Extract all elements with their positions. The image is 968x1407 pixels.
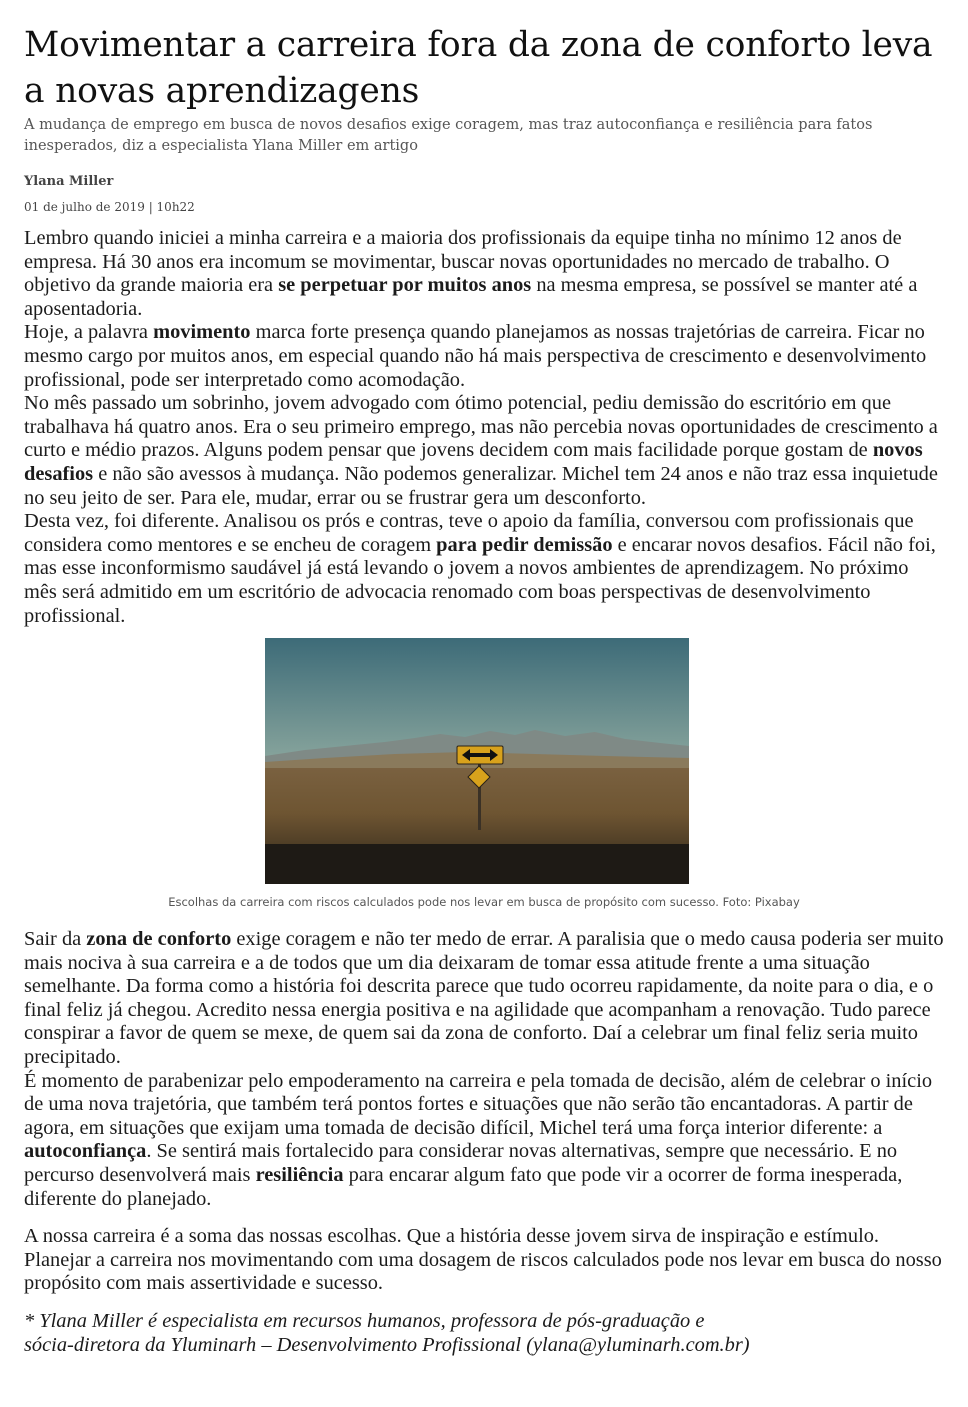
article-subtitle: A mudança de emprego em busca de novos desafios exige coragem, mas traz autoconfiança e resiliência para fatos inesperados, diz a especialista Ylana Miller em artigo — [24, 117, 873, 154]
paragraph-5-text-c: exige coragem e não ter medo de errar. A paralisia que o medo causa poderia ser muito mais nociva à sua carreira e a de todos que um dia deixaram de tomar essa atitude frente a uma situação semelhante. Da forma como a história foi descrita parece que tudo ocorreu rapidamente, da noite para o dia, e o final feliz já chegou. Acredito nessa energia positiva e na agilidade que acompanham a renovação. Tudo parece conspirar a favor de quem se mexe, de quem sai da zona de conforto. Daí a celebrar um final feliz seria muito precipitado. — [24, 928, 944, 1069]
paragraph-5 — [24, 928, 944, 1070]
paragraph-2 — [24, 321, 944, 392]
paragraph-4 — [24, 510, 944, 628]
paragraph-3-text-a: No mês passado um sobrinho, jovem advogado com ótimo potencial, pediu demissão do escritório em que trabalhava há quatro anos. Era o seu primeiro emprego, mas não percebia novas oportunidades de crescimento a curto e médio prazos. Alguns podem pensar que jovens decidem com mais facilidade porque gostam de — [24, 392, 938, 462]
paragraph-1-text-c: na mesma empresa, se possível se manter até a aposentadoria. — [24, 274, 918, 320]
paragraph-2-highlight: movimento — [153, 321, 251, 344]
article-body-part-2 — [24, 928, 944, 1211]
paragraph-6-text-e: para encarar algum fato que pode vir a ocorrer de forma inesperada, diferente do planejado. — [24, 1164, 903, 1210]
paragraph-4-text-a: Desta vez, foi diferente. Analisou os prós e contras, teve o apoio da família, conversou com profissionais que considera como mentores e se encheu de coragem — [24, 510, 914, 556]
footnote-line-2: sócia-diretora da Yluminarh – Desenvolvimento Profissional (ylana@yluminarh.com.br) — [24, 1334, 750, 1356]
publish-date: 01 de julho de 2019 | 10h22 — [24, 200, 195, 214]
paragraph-3-text-c: e não são avessos à mudança. Não podemos generalizar. Michel tem 24 anos e não traz essa inquietude no seu jeito de ser. Para ele, mudar, errar ou se frustrar gera um desconforto. — [24, 462, 938, 509]
article-figure — [24, 638, 944, 910]
paragraph-5-text-a: Sair da — [24, 928, 87, 951]
figure-caption: Escolhas da carreira com riscos calculados pode nos levar em busca de propósito com sucesso. Foto: Pixabay — [168, 895, 800, 910]
paragraph-6-highlight-2: resiliência — [255, 1164, 344, 1187]
photo-road — [265, 844, 689, 884]
paragraph-4-text-c: e encarar novos desafios. Fácil não foi, mas esse inconformismo saudável já está levando o jovem a novos ambientes de aprendizagem. No próximo mês será admitido em um escritório de advocacia renomado com boas perspectivas de desenvolvimento profissional. — [24, 533, 936, 627]
paragraph-1-highlight: se perpetuar por muitos anos — [278, 274, 532, 297]
article-body-part-3 — [24, 1225, 944, 1296]
paragraph-6-text-a: É momento de parabenizar pelo empoderamento na carreira e pela tomada de decisão, além de celebrar o início de uma nova trajetória, que também terá pontos fortes e situações que não serão tão encantadoras. A partir de agora, em situações que exijam uma tomada de decisão difícil, Michel terá uma força interior diferente: a — [24, 1069, 933, 1139]
paragraph-3 — [24, 392, 944, 510]
paragraph-6-highlight-1: autoconfiança — [24, 1140, 147, 1163]
paragraph-6-text-c: . Se sentirá mais fortalecido para considerar novas alternativas, sempre que necessário. E no percurso desenvolverá mais — [24, 1140, 898, 1187]
paragraph-4-highlight: para pedir demissão — [436, 533, 613, 556]
paragraph-7: A nossa carreira é a soma das nossas escolhas. Que a história desse jovem sirva de inspiração e estímulo. Planejar a carreira nos movimentando com uma dosagem de riscos calculados pode nos levar em busca do nosso propósito com mais assertividade e sucesso. — [24, 1225, 942, 1295]
author-name[interactable]: Ylana Miller — [24, 174, 114, 189]
road-sign-photo[interactable] — [265, 638, 689, 884]
paragraph-1-text-a: Lembro quando iniciei a minha carreira e a maioria dos profissionais da equipe tinha no mínimo 12 anos de empresa. Há 30 anos era incomum se movimentar, buscar novas oportunidades no mercado de trabalho. O objetivo da grande maioria era — [24, 227, 902, 297]
paragraph-3-highlight: novos desafios — [24, 439, 923, 485]
article-body-part-1 — [24, 227, 944, 628]
paragraph-6 — [24, 1070, 944, 1212]
paragraph-2-text-a: Hoje, a palavra — [24, 321, 154, 344]
paragraph-1 — [24, 227, 944, 321]
footnote-line-1: * Ylana Miller é especialista em recursos humanos, professora de pós-graduação e — [24, 1310, 705, 1332]
paragraph-2-text-c: marca forte presença quando planejamos as nossas trajetórias de carreira. Ficar no mesmo cargo por muitos anos, em especial quando não há mais perspectiva de crescimento e desenvolvimento profissional, pode ser interpretado como acomodação. — [24, 321, 927, 391]
article — [24, 0, 944, 1357]
author-footnote — [24, 1309, 944, 1357]
paragraph-5-highlight: zona de conforto — [86, 928, 232, 951]
article-title: Movimentar a carreira fora da zona de conforto leva a novas aprendizagens — [24, 25, 933, 111]
